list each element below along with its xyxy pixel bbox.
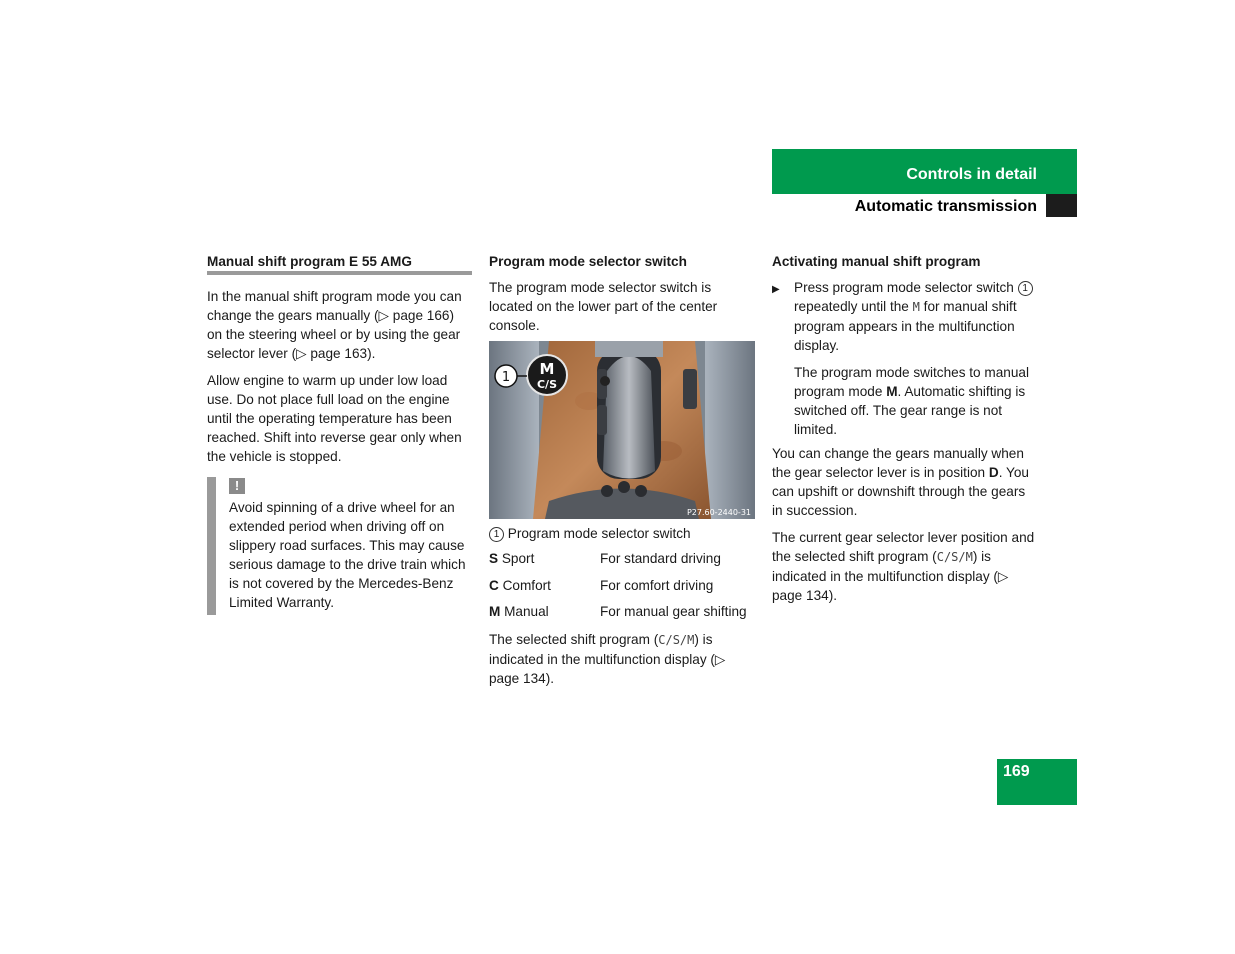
- mode-key-s: S: [489, 551, 499, 566]
- mode-name-manual: Manual: [500, 604, 549, 619]
- column-manual-shift-body: [207, 287, 472, 474]
- warning-icon: !: [229, 478, 245, 494]
- display-note-a: The current gear selector lever position and the selected shift program (: [772, 530, 1035, 564]
- switch-label-cs: C/S: [536, 378, 558, 391]
- result-bold: M: [886, 384, 898, 399]
- result-text-a: The program mode switches to manual program mode: [794, 365, 1029, 399]
- step-number: 1: [1018, 281, 1033, 296]
- warmup-paragraph: Allow engine to warm up under low load use. Do not place full load on the engine until the operating temperature has been reached. Shift into reverse gear only when the vehicle is stopped.: [207, 373, 462, 464]
- heading-manual-shift: Manual shift program E 55 AMG: [207, 254, 412, 269]
- caption-text: Program mode selector switch: [507, 526, 691, 541]
- heading-selector-switch: Program mode selector switch: [489, 254, 687, 269]
- mode-desc-comfort: For comfort driving: [600, 578, 714, 593]
- photo-caption: [489, 524, 755, 543]
- heading-rule: [207, 271, 472, 275]
- intro-paragraph: In the manual shift program mode you can change the gears manually (▷ page 166) on the steering wheel or by using the gear selector lever (▷ page 163).: [207, 289, 462, 361]
- mode-key-c: C: [489, 578, 499, 593]
- shift-note-a: The selected shift program (: [489, 632, 659, 647]
- manual-change-bold: D: [988, 465, 999, 480]
- shift-note-b: ) is indicated in the multifunction display (▷ page 134).: [489, 632, 726, 686]
- shift-program-note: [489, 630, 755, 696]
- center-console-photo: [489, 341, 755, 519]
- step-text-c: for manual shift program appears in the multifunction display.: [794, 299, 1017, 353]
- shift-note-code: C/S/M: [658, 633, 695, 647]
- step-instruction: [794, 278, 1039, 447]
- column-activating: [772, 252, 1038, 271]
- step-code: M: [912, 300, 920, 314]
- subsection-title: Automatic transmission: [854, 198, 1037, 215]
- display-note-b: ) is indicated in the multifunction display (▷ page 134).: [772, 549, 1009, 603]
- manual-change-b: . You can upshift or downshift through the gears in succession.: [772, 465, 1029, 518]
- display-note-code: C/S/M: [936, 550, 973, 564]
- switch-label-m: M: [539, 360, 555, 378]
- mode-name-comfort: Comfort: [498, 578, 551, 593]
- bullet-arrow-icon: ▶: [772, 284, 780, 295]
- callout-number: 1: [501, 370, 511, 385]
- step-text-a: Press program mode selector switch: [794, 280, 1014, 295]
- column-activating-body: [772, 444, 1038, 613]
- selector-location-paragraph: The program mode selector switch is located on the lower part of the center console.: [489, 280, 718, 333]
- photo-code: P27.60-2440-31: [686, 508, 751, 517]
- manual-change-a: You can change the gears manually when the gear selector lever is in position: [772, 446, 1024, 480]
- caption-number: 1: [489, 527, 504, 542]
- heading-activating: Activating manual shift program: [772, 254, 981, 269]
- mode-name-sport: Sport: [498, 551, 535, 566]
- result-text-b: . Automatic shifting is switched off. The gear range is not limited.: [794, 384, 1026, 437]
- warning-text: Avoid spinning of a drive wheel for an extended period when driving off on slippery road surfaces. This may cause serious damage to the drive train which is not covered by the Mercedes-Benz Limited Warranty.: [229, 500, 466, 610]
- header-marker-block: [1046, 194, 1077, 217]
- column-manual-shift: [207, 252, 472, 271]
- step-text-b: repeatedly until the: [794, 299, 909, 314]
- warning-bar: [207, 477, 216, 615]
- page-number: 169: [1003, 763, 1030, 780]
- mode-desc-manual: For manual gear shifting: [600, 604, 747, 619]
- mode-key-m: M: [489, 604, 501, 619]
- mode-desc-sport: For standard driving: [600, 551, 721, 566]
- column-selector-switch: [489, 252, 755, 271]
- warning-box: [229, 498, 474, 620]
- selector-switch-intro: [489, 278, 755, 343]
- section-title: Controls in detail: [906, 166, 1037, 183]
